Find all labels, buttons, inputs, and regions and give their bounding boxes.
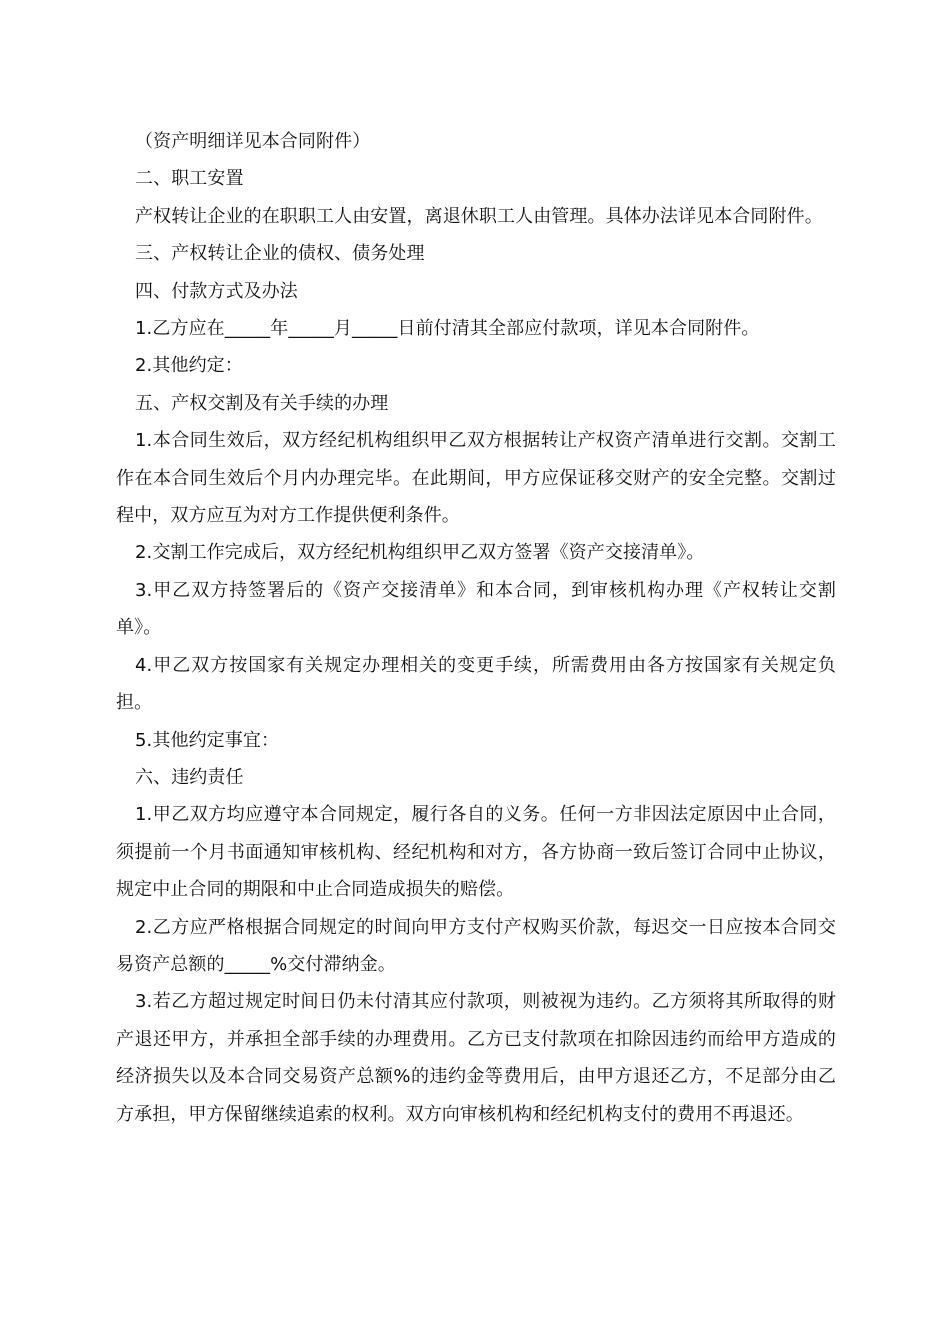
- handover-clause-1: 1.本合同生效后，双方经纪机构组织甲乙双方根据转让产权资产清单进行交割。交割工作在本合同生效后个月内办理完毕。在此期间，甲方应保证移交财产的安全完整。交割过程中，双方应互为对方工作提供便利条件。: [116, 430, 836, 527]
- handover-clause-5: 5.其他约定事宜：: [135, 729, 280, 751]
- staff-placement-text: 产权转让企业的在职职工人由安置，离退休职工人由管理。具体办法详见本合同附件。: [135, 205, 823, 227]
- handover-clause-2: 2.交割工作完成后，双方经纪机构组织甲乙双方签署《资产交接清单》。: [135, 542, 705, 564]
- payment-clause-1: 1.乙方应在_____年_____月_____日前付清其全部应付款项，详见本合同附件。: [135, 318, 760, 340]
- section-heading-payment: 四、付款方式及办法: [135, 280, 298, 302]
- liability-clause-2: 2.乙方应严格根据合同规定的时间向甲方支付产权购买价款，每迟交一日应按本合同交易资产总额的_____%交付滞纳金。: [116, 916, 836, 975]
- asset-details-note: （资产明细详见本合同附件）: [135, 131, 371, 152]
- document-body: [116, 123, 836, 1133]
- section-heading-liability: 六、违约责任: [135, 766, 244, 788]
- liability-clause-1: 1.甲乙双方均应遵守本合同规定，履行各自的义务。任何一方非因法定原因中止合同，须提前一个月书面通知审核机构、经纪机构和对方，各方协商一致后签订合同中止协议，规定中止合同的期限和中止合同造成损失的赔偿。: [116, 804, 836, 901]
- handover-clause-4: 4.甲乙双方按国家有关规定办理相关的变更手续，所需费用由各方按国家有关规定负担。: [116, 654, 836, 714]
- payment-clause-2: 2.其他约定：: [135, 355, 243, 377]
- liability-clause-3: 3.若乙方超过规定时间日仍未付清其应付款项，则被视为违约。乙方须将其所取得的财产退还甲方，并承担全部手续的办理费用。乙方已支付款项在扣除因违约而给甲方造成的经济损失以及本合同交易资产总额%的违约金等费用后，由甲方退还乙方，不足部分由乙方承担，甲方保留继续追索的权利。双方向审核机构和经纪机构支付的费用不再退还。: [116, 991, 836, 1125]
- section-heading-debt-handling: 三、产权转让企业的债权、债务处理: [135, 243, 425, 265]
- handover-clause-3: 3.甲乙双方持签署后的《资产交接清单》和本合同，到审核机构办理《产权转让交割单》。: [116, 579, 836, 639]
- section-heading-staff-placement: 二、职工安置: [135, 168, 244, 190]
- section-heading-handover: 五、产权交割及有关手续的办理: [135, 392, 389, 414]
